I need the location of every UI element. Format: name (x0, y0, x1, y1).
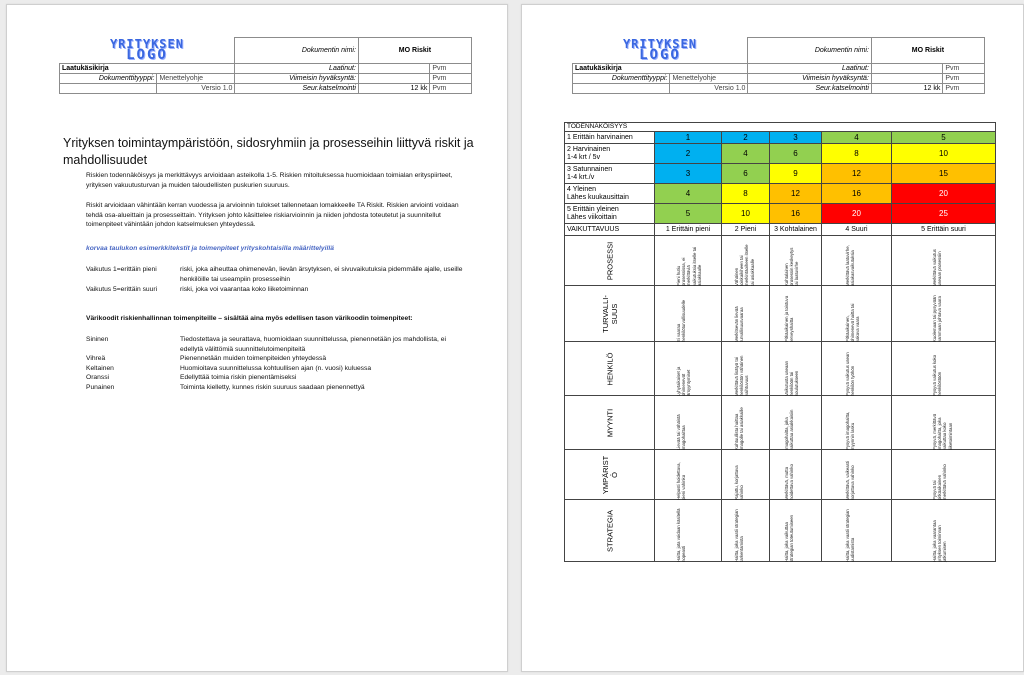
impact-col-3: 3 Kohtalainen (770, 224, 822, 236)
risk-cell: 9 (770, 164, 822, 184)
doc-name-label: Dokumentin nimi: (748, 38, 871, 64)
impact-area-row (565, 450, 996, 500)
impact-area-label: TURVALLI- SUUS (600, 294, 619, 333)
impact-description-cell (655, 500, 722, 562)
impact-description-cell (892, 500, 996, 562)
color-code-list (86, 335, 466, 392)
risk-cell: 6 (722, 164, 770, 184)
probability-row (565, 144, 996, 164)
risk-cell: 5 (655, 204, 722, 224)
doc-name-value: MO Riskit (358, 38, 471, 64)
impact-description: Haitta, joka vaatii strategian tarkentamista (733, 509, 744, 562)
doc-name-value: MO Riskit (871, 38, 984, 64)
impact-area-label: MYYNTI (605, 408, 614, 437)
doctype-value: Menettelyohje (157, 74, 235, 84)
instruction-note: korvaa taulukon esimerkkitekstit ja toimenpiteet yrityskohtaisilla määrittelyillä (86, 245, 334, 252)
impact-area-label: HENKILÖ (605, 352, 614, 385)
impact-description-cell (722, 236, 770, 286)
document-header (572, 37, 985, 94)
probability-label: 1 Erittäin harvinainen (565, 132, 655, 144)
color-code-heading: Värikoodit riskienhallinnan toimenpiteille – sisältää aina myös edellisen tason värikoodin toimenpiteet: (86, 315, 413, 322)
risk-cell: 10 (722, 204, 770, 224)
company-logo: YRITYKSEN LOGO (622, 37, 697, 64)
version-label: Versio 1.0 (157, 84, 235, 94)
pvm-label: Pvm (943, 74, 985, 84)
impact-description: Pysyvä, merkittävä imagohaitta, joka vaikuttaa koko liiketoimintaan (931, 413, 953, 450)
impact-header-row (565, 224, 996, 236)
impact-description: Haitta, joka vaatii strategian uudistamista (844, 509, 855, 562)
last-approved-label: Viimeisin hyväksyntä: (235, 74, 358, 84)
impact-col-2: 2 Pieni (722, 224, 770, 236)
next-review-label: Seur.katselmointi (235, 84, 358, 94)
risk-cell: 1 (655, 132, 722, 144)
impact-description: Pysyvä vaikutus koko henkilöstöön (931, 354, 942, 396)
probability-label: 4 Yleinen Lähes kuukausittain (565, 184, 655, 204)
system-label: Laatukäsikirja (573, 64, 748, 74)
impact-description-cell (770, 450, 822, 500)
version-label: Versio 1.0 (670, 84, 748, 94)
risk-cell: 8 (722, 184, 770, 204)
impact-description-cell (770, 236, 822, 286)
impact-description: Merkittävä, vaikeasti korjattava vahinko (844, 461, 855, 500)
company-logo: YRITYKSEN LOGO (109, 37, 184, 64)
probability-row (565, 132, 996, 144)
paragraph-scale: Riskien todennäköisyys ja merkittävyys arvioidaan asteikolla 1-5. Riskien mitoituksessa huomioidaan toimialan erityspiirteet, yrityksen vakuutusturvan ja muiden taloudellisten puskurien suuruus. (86, 172, 453, 189)
impact-description: Pysyvä tai pitkäaikainen merkittävä vahinko (931, 464, 947, 500)
impact-area-label: STRATEGIA (605, 509, 614, 552)
impact-description-cell (770, 500, 822, 562)
risk-cell: 20 (822, 204, 892, 224)
doctype-label: Dokumenttityyppi: (573, 74, 670, 84)
risk-cell: 8 (822, 144, 892, 164)
next-review-label: Seur.katselmointi (748, 84, 871, 94)
probability-label: 5 Erittäin yleinen Lähes viikoittain (565, 204, 655, 224)
last-approved-label: Viimeisin hyväksyntä: (748, 74, 871, 84)
impact-description: Kohtuullista haittaa imagolle tai asiakkaille (733, 407, 744, 450)
risk-cell: 6 (770, 144, 822, 164)
color-row-yellow: Keltainen Huomioitava suunnittelussa kohtuullisen ajan (n. vuosi) kuluessa (86, 364, 372, 372)
risk-matrix (564, 122, 996, 562)
impact-description: Imagohaitta, joka vaikuttaa asiakkaisiin (783, 409, 794, 450)
impact-col-1: 1 Erittäin pieni (655, 224, 722, 236)
impact-description-cell (892, 236, 996, 286)
impact-description: Haitta, jota voidaan käsitellä nopeasti (676, 508, 687, 562)
probability-label: 3 Satunnainen 1-4 krt./v (565, 164, 655, 184)
impact-description-cell (892, 286, 996, 342)
risk-cell: 4 (822, 132, 892, 144)
risk-cell: 16 (822, 184, 892, 204)
impact-description: Merkittävä lisätyö tai henkilöstön vähäinen vaihtuvuus (733, 355, 749, 396)
impact-description-cell (770, 396, 822, 450)
logo-cell (573, 38, 748, 64)
impact-description-cell (770, 342, 822, 396)
impact-col-5: 5 Erittäin suuri (892, 224, 996, 236)
impact-description: Kohtalainen prosessin keskeytys tai laatuvirhe (783, 247, 799, 286)
impact-area-label-cell (565, 342, 655, 396)
document-header (59, 37, 472, 94)
impact-description: Merkittävä vaikutus useaan prosessiin (931, 249, 942, 286)
risk-cell: 16 (770, 204, 822, 224)
color-row-blue: Sininen Tiedostettava ja seurattava, huomioidaan suunnittelussa, pienennetään jos mahdollista, ei edellytä välittömiä suunnittelutoimenpiteitä (86, 336, 446, 353)
impact-area-row (565, 286, 996, 342)
impact-area-label-cell (565, 450, 655, 500)
impact-area-label-cell (565, 396, 655, 450)
impact-description-cell (722, 286, 770, 342)
color-row-red: Punainen Toiminta kielletty, kunnes riskin suuruus saadaan pienennettyä (86, 383, 365, 391)
impact-description: Helposti hoidettava, pieni vahinko (676, 462, 687, 500)
impact-area-row (565, 500, 996, 562)
impact-area-label: YMPÄRIST Ö (600, 455, 619, 494)
impact-description-cell (822, 450, 892, 500)
impact-description-cell (655, 342, 722, 396)
page-title: Yrityksen toimintaympäristöön, sidosryhmiin ja prosesseihin liittyvä riskit ja mahdollisuudet (63, 136, 474, 167)
impact-description: Kuolemaan tai pysyvään vammaan johtava vaara (931, 295, 942, 342)
impact-description-cell (722, 500, 770, 562)
next-review-value: 12 kk (871, 84, 942, 94)
impact-description: Haitta, joka vaikuttaa strategian toteutumiseen (783, 514, 794, 562)
impact-description: Pitkäaikainen ja toistuva terveyshaitta (783, 295, 794, 342)
impact-description-cell (722, 450, 770, 500)
impact-description-cell (722, 342, 770, 396)
impact-row-5: Vaikutus 5=erittäin suuri riski, joka voi vaarantaa koko liiketoiminnan (86, 286, 309, 293)
pvm-label: Pvm (430, 74, 472, 84)
pvm-label: Pvm (430, 64, 472, 74)
risk-cell: 4 (655, 184, 722, 204)
approved-by-label: Laatinut: (235, 64, 358, 74)
risk-cell: 12 (822, 164, 892, 184)
impact-description: Pysyvä vaikutus usean henkilön työhön (844, 352, 855, 396)
impact-description: Merkittävä, mutta hoidettava vahinko (783, 464, 794, 500)
impact-description-cell (655, 286, 722, 342)
probability-title: TODENNÄKÖISYYS (565, 123, 996, 132)
impact-description-cell (722, 396, 770, 450)
impact-description: Vaikutusta useaan henkilöön tai koulutukseen (783, 360, 799, 396)
risk-cell: 3 (655, 164, 722, 184)
impact-description-cell (655, 236, 722, 286)
impact-area-label-cell (565, 500, 655, 562)
approved-by-label: Laatinut: (748, 64, 871, 74)
color-row-orange: Oranssi Edellyttää toimia riskin pienentämiseksi (86, 374, 297, 381)
pvm-label: Pvm (943, 64, 985, 74)
color-row-green: Vihreä Pienennetään muiden toimenpiteiden yhteydessä (86, 355, 327, 362)
impact-definitions (86, 265, 466, 295)
impact-description: Rajattu, korjattava vahinko (733, 465, 744, 500)
probability-row (565, 204, 996, 224)
risk-cell: 2 (722, 132, 770, 144)
impact-description: Pitkäaikainen, ohimenevä haitta tai vakava vaara (844, 303, 860, 342)
impact-description-cell (892, 450, 996, 500)
impact-description-cell (822, 396, 892, 450)
impact-area-row (565, 236, 996, 286)
probability-label: 2 Harvinainen 1-4 krt / 5v (565, 144, 655, 164)
impact-description: Pieni hutiu prosessissa, ei merkittäviä vaikutuksia itselle tai asiakkaalle (676, 246, 702, 286)
risk-cell: 4 (722, 144, 770, 164)
impact-description: Ei vaaraa henkilöturvallisuudelle (676, 299, 687, 342)
probability-row (565, 164, 996, 184)
system-label: Laatukäsikirja (60, 64, 235, 74)
impact-description-cell (822, 286, 892, 342)
impact-description: Haitta, joka vaarantaa yrityksen toiminnan jatkumisen (931, 520, 947, 562)
paragraph-assessment: Riskit arvioidaan vähintään kerran vuodessa ja arvioinnin tulokset tallennetaan lomakkeelle TA Riskit. Riskien arviointi voidaan tehdä osa-alueittain ja prosesseittain. Yrityksen johto käsittelee riskiarvioinnin ja niiden johdosta toteutetut ja suunnitellut toimenpiteet vähintään johdon katselmuksen yhteydessä. (86, 202, 459, 228)
impact-area-label: PROSESSI (605, 241, 614, 280)
doctype-label: Dokumenttityyppi: (60, 74, 157, 84)
risk-cell: 2 (655, 144, 722, 164)
document-page-1 (6, 4, 508, 672)
impact-label: VAIKUTTAVUUS (565, 224, 655, 236)
impact-description: Pysyvä imagohaitta, myynnin lasku (844, 411, 855, 450)
doctype-value: Menettelyohje (670, 74, 748, 84)
next-review-value: 12 kk (358, 84, 429, 94)
pvm-label: Pvm (943, 84, 985, 94)
doc-name-label: Dokumentin nimi: (235, 38, 358, 64)
risk-cell: 10 (892, 144, 996, 164)
impact-description: Lyhytaikaiset ja ohimenevät ärsyyntymiset (676, 366, 692, 396)
risk-cell: 3 (770, 132, 822, 144)
impact-area-row (565, 396, 996, 450)
document-page-2 (521, 4, 1024, 672)
impact-description: Merkitsevän lievää turvallisuusvaaraa (733, 306, 744, 342)
impact-description: Vähäinen toiskaikiheen tai merkintäoiheen itselle tai asiakkaalle (733, 244, 755, 286)
probability-row (565, 184, 996, 204)
impact-description-cell (822, 236, 892, 286)
impact-description-cell (770, 286, 822, 342)
impact-col-4: 4 Suuri (822, 224, 892, 236)
risk-cell: 15 (892, 164, 996, 184)
impact-description-cell (822, 342, 892, 396)
impact-area-label-cell (565, 286, 655, 342)
risk-cell: 25 (892, 204, 996, 224)
logo-cell (60, 38, 235, 64)
impact-description-cell (655, 450, 722, 500)
impact-area-label-cell (565, 236, 655, 286)
risk-cell: 12 (770, 184, 822, 204)
risk-cell: 5 (892, 132, 996, 144)
impact-description-cell (822, 500, 892, 562)
impact-row-1: Vaikutus 1=erittäin pieni riski, joka aiheuttaa ohimenevän, lievän ärsytyksen, ei sivuvaikutuksia pidemmälle ajalle, useille henkilöille tai useampiin prosesseihin (86, 266, 463, 283)
impact-description-cell (892, 396, 996, 450)
impact-description-cell (655, 396, 722, 450)
impact-description: Lievää tai vähäistä imagohaittaa (676, 414, 687, 450)
impact-description-cell (892, 342, 996, 396)
impact-area-row (565, 342, 996, 396)
pvm-label: Pvm (430, 84, 472, 94)
risk-cell: 20 (892, 184, 996, 204)
impact-description: Merkittävä laatuvirhe, asiakasvaikutuksia (844, 245, 855, 286)
